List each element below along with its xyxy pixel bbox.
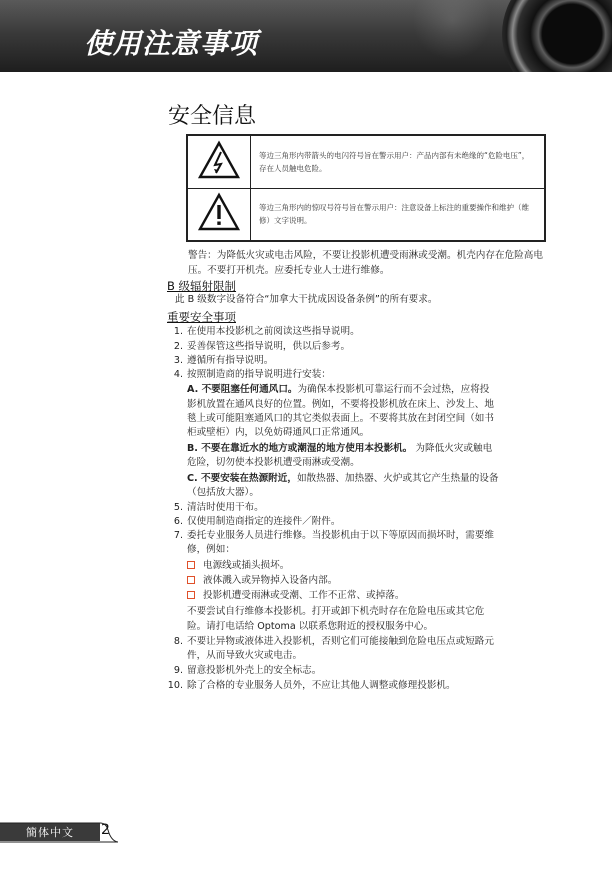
warning-text: 等边三角形内带箭头的电闪符号旨在警示用户：产品内部有未绝缘的“危险电压”，存在人员触电危险。 bbox=[251, 135, 546, 188]
checkbox-bullet-icon bbox=[187, 561, 195, 569]
warning-note-line: 压。不要打开机壳。应委托专业人士进行维修。 bbox=[188, 265, 390, 276]
warning-note-line: 警告：为降低火灾或电击风险，不要让投影机遭受雨淋或受潮。机壳内存在危险高电 bbox=[188, 250, 543, 261]
warning-row bbox=[187, 188, 545, 241]
class-b-text: 此 B 级数字设备符合“加拿大干扰成因设备条例”的所有要求。 bbox=[175, 294, 438, 305]
list-item: 8. 不要让异物或液体进入投影机，否则它们可能接触到危险电压点或短路元 bbox=[173, 636, 494, 647]
sub-item-a: A. 不要阻塞任何通风口。为确保本投影机可靠运行而不会过热，应将投 bbox=[187, 384, 490, 395]
list-item: 10. 除了合格的专业服务人员外，不应让其他人调整或修理投影机。 bbox=[167, 680, 456, 691]
list-item-continuation: 件，从而导致火灾或电击。 bbox=[187, 650, 303, 661]
list-item: 7. 委托专业服务人员进行维修。当投影机由于以下等原因而损坏时，需要维 bbox=[173, 530, 494, 541]
list-item: 2. 妥善保管这些指导说明，供以后参考。 bbox=[173, 341, 351, 352]
sub-item-a-line: 影机放置在通风良好的位置。例如，不要将投影机放在床上、沙发上、地 bbox=[187, 399, 494, 410]
sub-item-b: B. 不要在靠近水的地方或潮湿的地方使用本投影机。 为降低火灾或触电 bbox=[187, 443, 493, 454]
exclamation-triangle-icon bbox=[187, 188, 251, 241]
list-item: 6. 仅使用制造商指定的连接件／附件。 bbox=[173, 516, 341, 527]
repair-note-line: 险。请打电话给 Optoma 以联系您附近的授权服务中心。 bbox=[187, 621, 434, 632]
list-item-continuation: 修，例如： bbox=[187, 544, 235, 555]
repair-note-line: 不要尝试自行维修本投影机。打开或卸下机壳时存在危险电压或其它危 bbox=[187, 606, 485, 617]
class-b-heading: B 级辐射限制 bbox=[167, 279, 237, 293]
list-item: 3. 遵循所有指导说明。 bbox=[173, 355, 274, 366]
checkbox-bullet-icon bbox=[187, 591, 195, 599]
bullet-item: 液体溅入或异物掉入设备内部。 bbox=[187, 573, 337, 588]
list-item: 9. 留意投影机外壳上的安全标志。 bbox=[173, 665, 322, 676]
page-number: 2 bbox=[101, 822, 110, 838]
projector-lens-graphic bbox=[502, 0, 612, 72]
important-heading: 重要安全事项 bbox=[167, 310, 236, 324]
warning-row bbox=[187, 135, 545, 188]
checkbox-bullet-icon bbox=[187, 576, 195, 584]
warning-text: 等边三角形内的惊叹号符号旨在警示用户：注意设备上标注的重要操作和维护（维修）文字说明。 bbox=[251, 188, 546, 241]
footer-language-label: 簡体中文 bbox=[26, 826, 74, 839]
bullet-item: 投影机遭受雨淋或受潮、工作不正常、或掉落。 bbox=[187, 588, 404, 603]
sub-item-c: C. 不要安装在热源附近，如散热器、加热器、火炉或其它产生热量的设备 bbox=[187, 473, 499, 484]
bullet-item: 电源线或插头损坏。 bbox=[187, 558, 289, 573]
sub-item-b-line: 危险，切勿使本投影机遭受雨淋或受潮。 bbox=[187, 457, 360, 468]
list-item: 4. 按照制造商的指导说明进行安装： bbox=[173, 369, 331, 380]
sub-item-a-line: 柜或壁柜）内，以免妨碍通风口正常通风。 bbox=[187, 427, 370, 438]
sub-item-c-line: （包括放大器）。 bbox=[187, 487, 259, 498]
lightning-triangle-icon bbox=[187, 135, 251, 188]
warning-symbol-table bbox=[186, 134, 546, 242]
page-header-banner bbox=[0, 0, 612, 72]
list-item: 5. 清洁时使用干布。 bbox=[173, 502, 264, 513]
header-title: 使用注意事项 bbox=[84, 27, 259, 60]
section-title: 安全信息 bbox=[168, 104, 257, 129]
sub-item-a-line: 毯上或可能阻塞通风口的其它类似表面上。不要将其放在封闭空间（如书 bbox=[187, 413, 494, 424]
list-item: 1. 在使用本投影机之前阅读这些指导说明。 bbox=[173, 326, 360, 337]
decorative-glow bbox=[412, 0, 492, 60]
